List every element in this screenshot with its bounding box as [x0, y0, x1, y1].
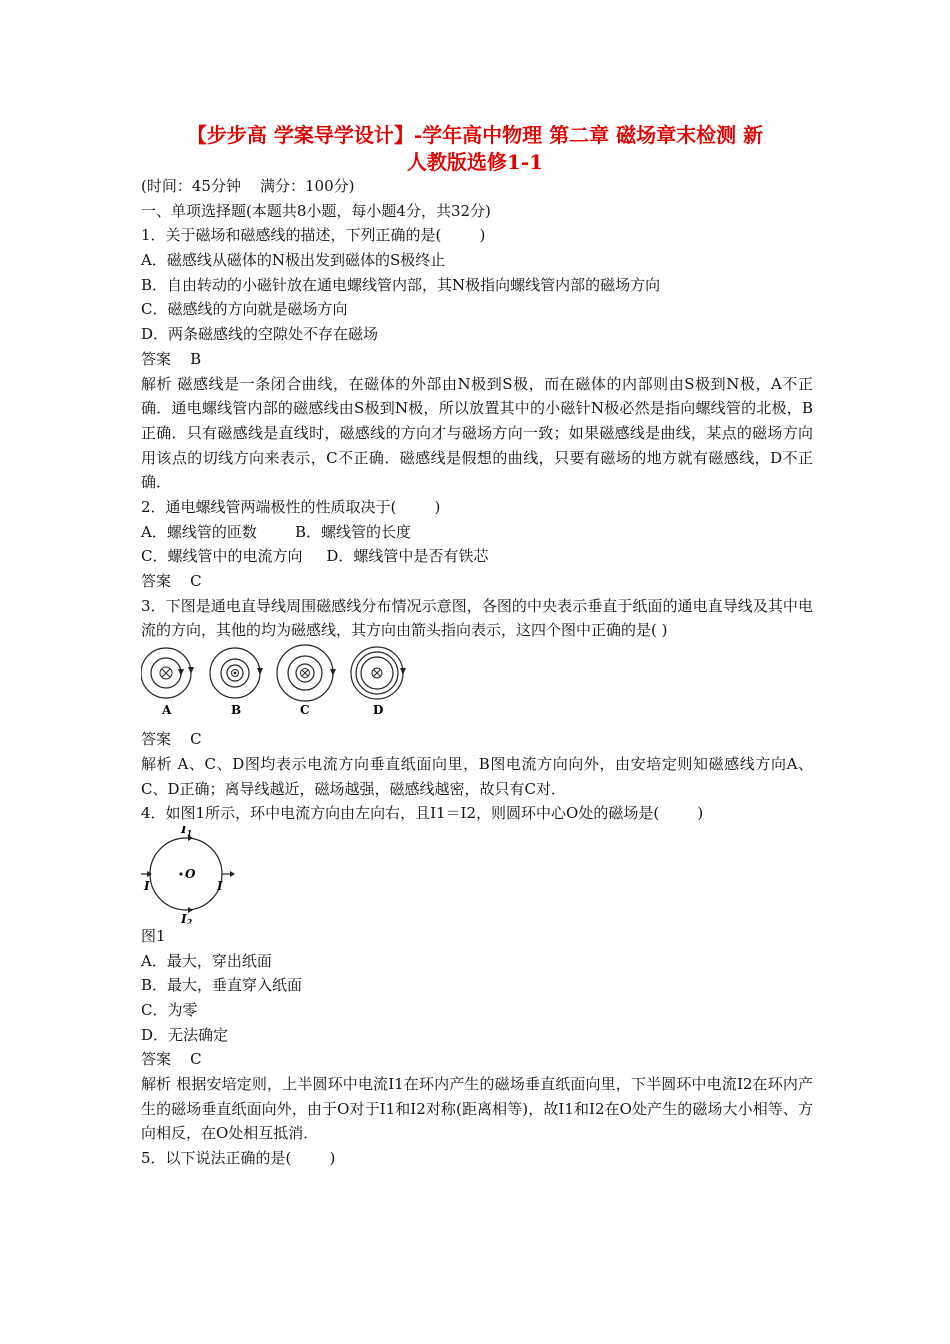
q1-option-c: C．磁感线的方向就是磁场方向 [141, 300, 348, 319]
label-i-right: I [217, 878, 223, 893]
q1-analysis: 解析 磁感线是一条闭合曲线，在磁体的外部由N极到S极，而在磁体的内部则由S极到N极，A不正确．通电螺线管内部的磁感线由S极到N极，所以放置其中的小磁针N极必然是指向螺线管的北极，B正确．只有磁感线是直线时，磁感线的方向才与磁场方向一致；如果磁感线是曲线，某点的磁场方向用该点的切线方向来表示，C不正确．磁感线是假想的曲线，只要有磁场的地方就有磁感线，D不正确． [141, 374, 813, 492]
label-i1: $I_1$ [181, 825, 193, 838]
q1-option-b: B．自由转动的小磁针放在通电螺线管内部，其N极指向螺线管内部的磁场方向 [141, 275, 661, 294]
q1-answer: 答案 B [141, 349, 202, 368]
q2-stem: 2．通电螺线管两端极性的性质取决于( ) [141, 498, 441, 517]
q4-option-b: B．最大，垂直穿入纸面 [141, 976, 303, 995]
q3-analysis: 解析 A、C、D图均表示电流方向垂直纸面向里，B图电流方向向外，由安培定则知磁感线方向A、C、D正确；离导线越近，磁场越强，磁感线越密，故只有C对． [141, 754, 813, 798]
q1-stem: 1．关于磁场和磁感线的描述，下列正确的是( ) [141, 226, 486, 245]
diagram-label-d: D [373, 703, 384, 718]
q1-option-a: A．磁感线从磁体的N极出发到磁体的S极终止 [141, 251, 446, 270]
diagram-label-b: B [231, 703, 242, 718]
q4-figure [141, 826, 813, 924]
section-heading: 一、单项选择题(本题共8小题，每小题4分，共32分) [141, 201, 491, 220]
q4-option-d: D．无法确定 [141, 1025, 229, 1044]
q3-answer: 答案 C [141, 730, 202, 749]
title-line-1: 【步步高 学案导学设计】-学年高中物理 第二章 磁场章末检测 新 [186, 123, 764, 147]
document-title [100, 122, 850, 176]
document-body [141, 174, 813, 1171]
diagram-b [210, 648, 263, 717]
q3-figure [141, 643, 813, 727]
q5-stem: 5．以下说法正确的是( ) [141, 1149, 336, 1168]
q4-option-c: C．为零 [141, 1001, 198, 1020]
diagram-c [277, 645, 336, 717]
q4-analysis: 解析 根据安培定则，上半圆环中电流I1在环内产生的磁场垂直纸面向里，下半圆环中电流I2在环内产生的磁场垂直纸面向外，由于O对于I1和I2对称(距离相等)，故I1和I2在O处产生的磁场大小相等、方向相反，在O处相互抵消． [141, 1075, 813, 1143]
q1-option-d: D．两条磁感线的空隙处不存在磁场 [141, 325, 379, 344]
label-center-o: O [185, 866, 196, 881]
diagram-label-a: A [162, 703, 172, 718]
q4-option-a: A．最大，穿出纸面 [141, 951, 272, 970]
label-i2: I2 [181, 911, 193, 924]
diagram-label-c: C [300, 703, 310, 718]
q4-stem: 4．如图1所示，环中电流方向由左向右，且I1＝I2，则圆环中心O处的磁场是( ) [141, 804, 704, 823]
q4-figure-caption: 图1 [141, 926, 166, 945]
label-i-left: I [144, 878, 150, 893]
q2-answer: 答案 C [141, 572, 202, 591]
q4-answer: 答案 C [141, 1050, 202, 1069]
diagram-d [351, 647, 406, 717]
ring-current-diagram [141, 826, 261, 924]
title-line-2: 人教版选修1-1 [406, 150, 544, 174]
diagram-a [141, 648, 194, 717]
q3-stem: 3．下图是通电直导线周围磁感线分布情况示意图，各图的中央表示垂直于纸面的通电直导线及其中电流的方向，其他的均为磁感线，其方向由箭头指向表示，这四个图中正确的是( ) [141, 596, 813, 640]
magnetic-field-diagrams [141, 643, 441, 727]
exam-meta: (时间：45分钟 满分：100分) [141, 177, 355, 195]
q2-options-cd: C．螺线管中的电流方向 D．螺线管中是否有铁芯 [141, 547, 489, 566]
q2-options-ab: A．螺线管的匝数 B．螺线管的长度 [141, 522, 412, 541]
